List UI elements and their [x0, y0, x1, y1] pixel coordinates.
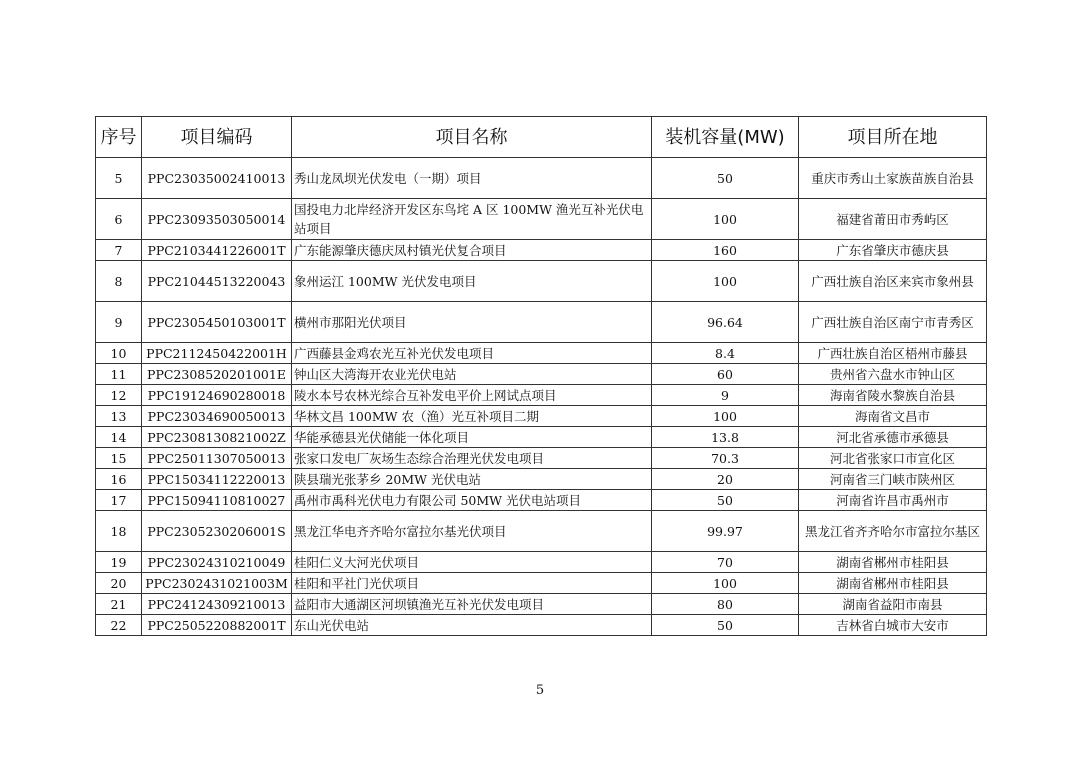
cell-location: 河北省承德市承德县 — [799, 427, 987, 448]
table-row — [96, 427, 987, 448]
cell-name: 桂阳仁义大河光伏项目 — [292, 552, 652, 573]
table-row — [96, 343, 987, 364]
cell-no: 20 — [96, 573, 142, 594]
cell-location: 湖南省益阳市南县 — [799, 594, 987, 615]
table-row — [96, 261, 987, 302]
cell-capacity: 60 — [652, 364, 799, 385]
cell-name: 黑龙江华电齐齐哈尔富拉尔基光伏项目 — [292, 511, 652, 552]
cell-capacity: 100 — [652, 573, 799, 594]
cell-no: 10 — [96, 343, 142, 364]
table-body — [96, 158, 987, 636]
cell-code: PPC23035002410013 — [142, 158, 292, 199]
cell-location: 福建省莆田市秀屿区 — [799, 199, 987, 240]
cell-name: 东山光伏电站 — [292, 615, 652, 636]
cell-code: PPC15034112220013 — [142, 469, 292, 490]
cell-capacity: 100 — [652, 199, 799, 240]
cell-capacity: 100 — [652, 406, 799, 427]
cell-name: 秀山龙凤坝光伏发电（一期）项目 — [292, 158, 652, 199]
cell-name: 象州运江 100MW 光伏发电项目 — [292, 261, 652, 302]
cell-location: 广西壮族自治区来宾市象州县 — [799, 261, 987, 302]
header-no: 序号 — [96, 117, 142, 158]
cell-no: 16 — [96, 469, 142, 490]
cell-location: 河南省三门峡市陕州区 — [799, 469, 987, 490]
table-row — [96, 406, 987, 427]
cell-code: PPC19124690280018 — [142, 385, 292, 406]
table-row — [96, 385, 987, 406]
cell-location: 河北省张家口市宣化区 — [799, 448, 987, 469]
table-row — [96, 469, 987, 490]
table-row — [96, 511, 987, 552]
cell-no: 6 — [96, 199, 142, 240]
table-row — [96, 302, 987, 343]
cell-capacity: 80 — [652, 594, 799, 615]
cell-code: PPC15094110810027 — [142, 490, 292, 511]
cell-capacity: 50 — [652, 615, 799, 636]
cell-capacity: 160 — [652, 240, 799, 261]
table-row — [96, 364, 987, 385]
cell-code: PPC2302431021003M — [142, 573, 292, 594]
header-name: 项目名称 — [292, 117, 652, 158]
cell-code: PPC2308520201001E — [142, 364, 292, 385]
cell-no: 5 — [96, 158, 142, 199]
cell-code: PPC23034690050013 — [142, 406, 292, 427]
header-code: 项目编码 — [142, 117, 292, 158]
cell-capacity: 13.8 — [652, 427, 799, 448]
cell-name: 陕县瑞光张茅乡 20MW 光伏电站 — [292, 469, 652, 490]
cell-no: 12 — [96, 385, 142, 406]
table-row — [96, 552, 987, 573]
cell-location: 黑龙江省齐齐哈尔市富拉尔基区 — [799, 511, 987, 552]
cell-location: 海南省文昌市 — [799, 406, 987, 427]
header-capacity: 装机容量(MW) — [652, 117, 799, 158]
cell-no: 14 — [96, 427, 142, 448]
header-row — [96, 117, 987, 158]
cell-capacity: 100 — [652, 261, 799, 302]
cell-code: PPC2112450422001H — [142, 343, 292, 364]
cell-code: PPC24124309210013 — [142, 594, 292, 615]
cell-location: 湖南省郴州市桂阳县 — [799, 573, 987, 594]
cell-no: 13 — [96, 406, 142, 427]
cell-name: 华林文昌 100MW 农（渔）光互补项目二期 — [292, 406, 652, 427]
cell-name: 国投电力北岸经济开发区东鸟垞 A 区 100MW 渔光互补光伏电站项目 — [292, 199, 652, 240]
project-table — [95, 116, 987, 636]
cell-code: PPC23093503050014 — [142, 199, 292, 240]
cell-location: 吉林省白城市大安市 — [799, 615, 987, 636]
cell-no: 7 — [96, 240, 142, 261]
table-row — [96, 490, 987, 511]
cell-location: 广西壮族自治区梧州市藤县 — [799, 343, 987, 364]
cell-location: 河南省许昌市禹州市 — [799, 490, 987, 511]
table-row — [96, 573, 987, 594]
cell-no: 18 — [96, 511, 142, 552]
table-row — [96, 158, 987, 199]
cell-code: PPC21044513220043 — [142, 261, 292, 302]
cell-location: 重庆市秀山土家族苗族自治县 — [799, 158, 987, 199]
cell-name: 广东能源肇庆德庆凤村镇光伏复合项目 — [292, 240, 652, 261]
table-header — [96, 117, 987, 158]
cell-no: 22 — [96, 615, 142, 636]
cell-capacity: 50 — [652, 490, 799, 511]
cell-name: 华能承德县光伏储能一体化项目 — [292, 427, 652, 448]
cell-capacity: 8.4 — [652, 343, 799, 364]
page-number: 5 — [535, 683, 545, 698]
cell-location: 贵州省六盘水市钟山区 — [799, 364, 987, 385]
table-row — [96, 240, 987, 261]
cell-name: 禹州市禹科光伏电力有限公司 50MW 光伏电站项目 — [292, 490, 652, 511]
cell-no: 15 — [96, 448, 142, 469]
cell-location: 湖南省郴州市桂阳县 — [799, 552, 987, 573]
cell-capacity: 50 — [652, 158, 799, 199]
cell-code: PPC2505220882001T — [142, 615, 292, 636]
cell-no: 19 — [96, 552, 142, 573]
cell-no: 11 — [96, 364, 142, 385]
cell-name: 钟山区大湾海开农业光伏电站 — [292, 364, 652, 385]
cell-capacity: 96.64 — [652, 302, 799, 343]
cell-no: 21 — [96, 594, 142, 615]
table-row — [96, 594, 987, 615]
cell-capacity: 20 — [652, 469, 799, 490]
cell-code: PPC2305450103001T — [142, 302, 292, 343]
cell-name: 横州市那阳光伏项目 — [292, 302, 652, 343]
cell-code: PPC2103441226001T — [142, 240, 292, 261]
cell-code: PPC2305230206001S — [142, 511, 292, 552]
cell-location: 广东省肇庆市德庆县 — [799, 240, 987, 261]
cell-no: 17 — [96, 490, 142, 511]
cell-location: 海南省陵水黎族自治县 — [799, 385, 987, 406]
cell-name: 张家口发电厂灰场生态综合治理光伏发电项目 — [292, 448, 652, 469]
cell-name: 陵水本号农林光综合互补发电平价上网试点项目 — [292, 385, 652, 406]
table-row — [96, 615, 987, 636]
cell-capacity: 70 — [652, 552, 799, 573]
cell-code: PPC25011307050013 — [142, 448, 292, 469]
header-location: 项目所在地 — [799, 117, 987, 158]
cell-code: PPC23024310210049 — [142, 552, 292, 573]
cell-name: 益阳市大通湖区河坝镇渔光互补光伏发电项目 — [292, 594, 652, 615]
cell-name: 桂阳和平社门光伏项目 — [292, 573, 652, 594]
table-row — [96, 199, 987, 240]
cell-capacity: 9 — [652, 385, 799, 406]
cell-name: 广西藤县金鸡农光互补光伏发电项目 — [292, 343, 652, 364]
cell-no: 8 — [96, 261, 142, 302]
cell-no: 9 — [96, 302, 142, 343]
cell-code: PPC2308130821002Z — [142, 427, 292, 448]
cell-capacity: 99.97 — [652, 511, 799, 552]
table-row — [96, 448, 987, 469]
cell-location: 广西壮族自治区南宁市青秀区 — [799, 302, 987, 343]
cell-capacity: 70.3 — [652, 448, 799, 469]
